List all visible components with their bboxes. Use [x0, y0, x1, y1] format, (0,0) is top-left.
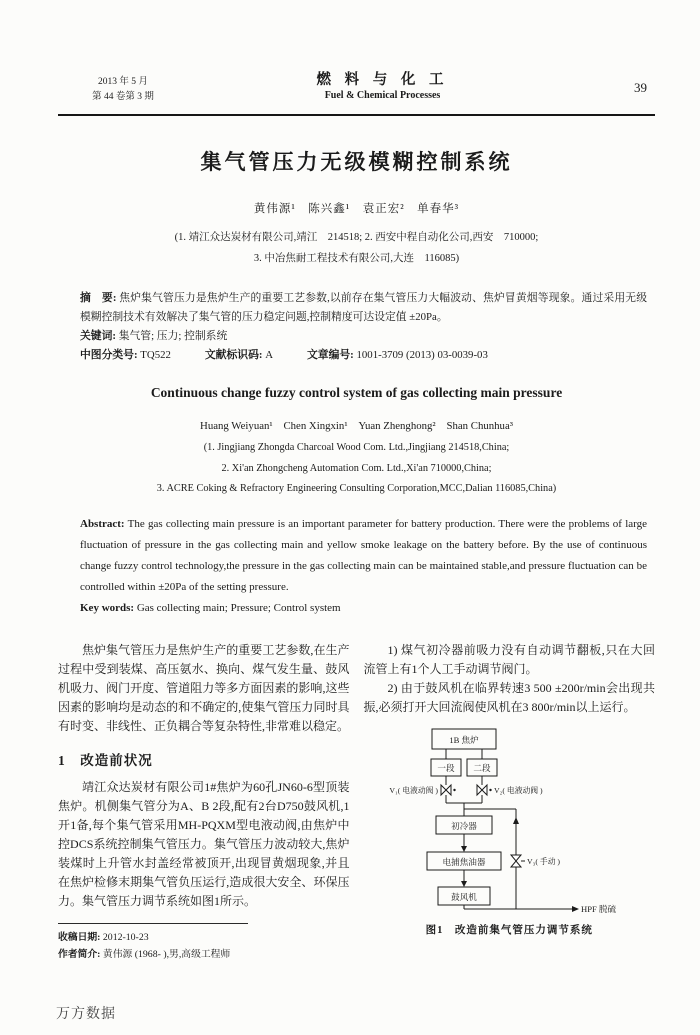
- list-item-1: 1) 煤气初冷器前吸力没有自动调节翻板,只在大回流管上有1个人工手动调节阀门。: [363, 642, 655, 676]
- figure-1: [364, 721, 656, 937]
- footnote-block: [58, 923, 248, 964]
- left-column: [58, 641, 350, 964]
- abstract-text-cn: 焦炉集气管压力是焦炉生产的重要工艺参数,以前存在集气管压力大幅波动、焦炉冒黄烟等现象。通过采用无级模糊控制技术有效解决了集气管的压力稳定问题,控制精度可达设定值 ±20Pa。: [80, 292, 647, 323]
- valve-1-icon: [441, 785, 446, 795]
- issue-volume: 第 44 卷第 3 期: [92, 92, 154, 102]
- journal-name-en: Fuel & Chemical Processes: [324, 90, 441, 101]
- down-arrow-icon: [461, 846, 467, 852]
- affiliation-en-line: 2. Xi'an Zhongcheng Automation Com. Ltd.,Xi'an 710000,China;: [221, 462, 492, 474]
- valve-3-icon: [511, 855, 521, 861]
- figure-1-caption: 图1 改造前集气管压力调节系统: [425, 924, 593, 936]
- affiliations-cn: [58, 227, 655, 269]
- section-1-paragraph: 靖江众达炭材有限公司1#焦炉为60孔JN60-6型顶装焦炉。机侧集气管分为A、B 2段,配有2台D750鼓风机,1开1备,每个集气管采用MH-PQXM型电液动阀,由焦炉中控DCS系统控制集气管压力。集气管压力波动较大,焦炉装煤时上升管水封盖经常被顶开,出现冒黄烟现象,并且在焦炉检修末期集气管负压运行,造成很大安全、环保压力。集气管压力调节系统如图1所示。: [58, 779, 350, 908]
- keywords-en: [80, 598, 647, 619]
- list-item-2: 2) 由于鼓风机在临界转速3 500 ±200r/min会出现共振,必须打开大回流阀使风机在3 800r/min以上运行。: [363, 680, 655, 714]
- keywords-cn: [80, 327, 647, 346]
- figure-1-diagram: [366, 721, 652, 919]
- affiliation-cn-line: 3. 中冶焦耐工程技术有限公司,大连 116085): [253, 253, 460, 264]
- body-columns: [58, 641, 655, 964]
- affiliation-en-line: (1. Jingjiang Zhongda Charcoal Wood Com. Ltd.,Jingjiang 214518,China;: [203, 442, 510, 453]
- keywords-text-en: Gas collecting main; Pressure; Control system: [136, 601, 341, 614]
- tar-precipitator-label: 电捕焦油器: [442, 856, 486, 867]
- article-title-cn: 集气管压力无级模糊控制系统: [200, 150, 513, 174]
- section-1-heading: 1 改造前状况: [58, 752, 153, 768]
- authors-en: Huang Weiyuan¹ Chen Xingxin¹ Yuan Zhenghong² Shan Chunhua³: [200, 420, 513, 432]
- clc-value: TQ522: [140, 349, 171, 361]
- journal-name-block: [188, 72, 577, 102]
- valve-2-icon: [482, 785, 487, 795]
- page-header: [58, 72, 655, 116]
- intro-paragraph: 焦炉集气管压力是焦炉生产的重要工艺参数,在生产过程中受到装煤、高压氨水、换向、煤气发生量、鼓风机吸力、阀门开度、管道阻力等多方面因素的影响,这些因素的影响均是动态的和不确定的,使集气管压力同时具有时变、非线性、正负耦合等复杂特性,非常难以稳定。: [58, 642, 350, 733]
- affiliations-en: [58, 438, 655, 500]
- section-2-label: 二段: [473, 762, 491, 773]
- affiliation-en-line: 3. ACRE Coking & Refractory Engineering Consulting Corporation,MCC,Dalian 116085,China): [156, 483, 557, 494]
- blower-label: 鼓风机: [451, 891, 478, 902]
- bypass-up-arrow-icon: [513, 817, 519, 824]
- abstract-block-cn: [80, 289, 647, 365]
- keywords-text-cn: 集气管; 压力; 控制系统: [118, 330, 228, 342]
- valve-2-label: V₂( 电液动阀 ): [494, 785, 543, 795]
- valve-1-icon: [446, 785, 451, 795]
- received-date-label: 收稿日期:: [58, 931, 101, 943]
- abstract-cn: [80, 289, 647, 327]
- right-column: [364, 641, 656, 964]
- issue-date: 2013 年 5 月: [98, 77, 148, 87]
- section-1-label: 一段: [437, 762, 455, 773]
- clc-label: 中图分类号:: [80, 349, 138, 361]
- abstract-block-en: [80, 514, 647, 619]
- journal-name-cn: 燃 料 与 化 工: [316, 72, 449, 88]
- valve-2-icon: [477, 785, 482, 795]
- authors-cn: 黄伟源¹ 陈兴鑫¹ 袁正宏² 单春华³: [253, 203, 460, 215]
- valve-3-label: V₃( 手动 ): [527, 856, 561, 866]
- keywords-label-en: Key words:: [80, 601, 135, 614]
- article-title-en: Continuous change fuzzy control system of gas collecting main pressure: [150, 385, 563, 400]
- received-date-line: [58, 929, 248, 947]
- issue-info: [58, 72, 188, 105]
- primary-cooler-label: 初冷器: [451, 820, 478, 831]
- hpf-label: HPF 脱硫: [581, 903, 617, 914]
- affiliation-cn-line: (1. 靖江众达炭材有限公司,靖江 214518; 2. 西安中程自动化公司,西安 710000;: [174, 232, 539, 243]
- article-id-value: 1001-3709 (2013) 03-0039-03: [356, 349, 488, 361]
- valve-1-label: V₁( 电液动阀 ): [389, 785, 439, 795]
- page-number: 39: [634, 80, 647, 95]
- abstract-label-en: Abstract:: [80, 517, 125, 530]
- author-bio-value: 黄伟源 (1968- ),男,高级工程师: [102, 949, 231, 960]
- received-date-value: 2012-10-23: [102, 931, 149, 943]
- abstract-text-en: The gas collecting main pressure is an important parameter for battery production. There were the problems of large fluctuation of pressure in the gas collecting main and yellow smoke leakage on the battery before. By the use of continuous change fuzzy control technology,the pressure in the gas collecting main can be maintained stable,and pressure fluctuation can be controlled within ±20Pa of the setting pressure.: [80, 517, 647, 593]
- oven-label: 1B 焦炉: [449, 734, 479, 745]
- author-bio-line: [58, 946, 248, 964]
- author-bio-label: 作者简介:: [58, 949, 101, 960]
- right-arrow-icon: [572, 906, 579, 912]
- classification-line: [80, 346, 647, 365]
- doc-code-label: 文献标识码:: [204, 349, 263, 361]
- doc-code-value: A: [265, 349, 273, 361]
- down-arrow-icon: [461, 881, 467, 887]
- abstract-en: [80, 514, 647, 598]
- valve-3-icon: [511, 861, 521, 867]
- keywords-label-cn: 关键词:: [80, 330, 116, 342]
- abstract-label-cn: 摘 要:: [80, 292, 117, 304]
- wanfang-watermark: 万方数据: [56, 1005, 116, 1021]
- article-id-label: 文章编号:: [307, 349, 354, 361]
